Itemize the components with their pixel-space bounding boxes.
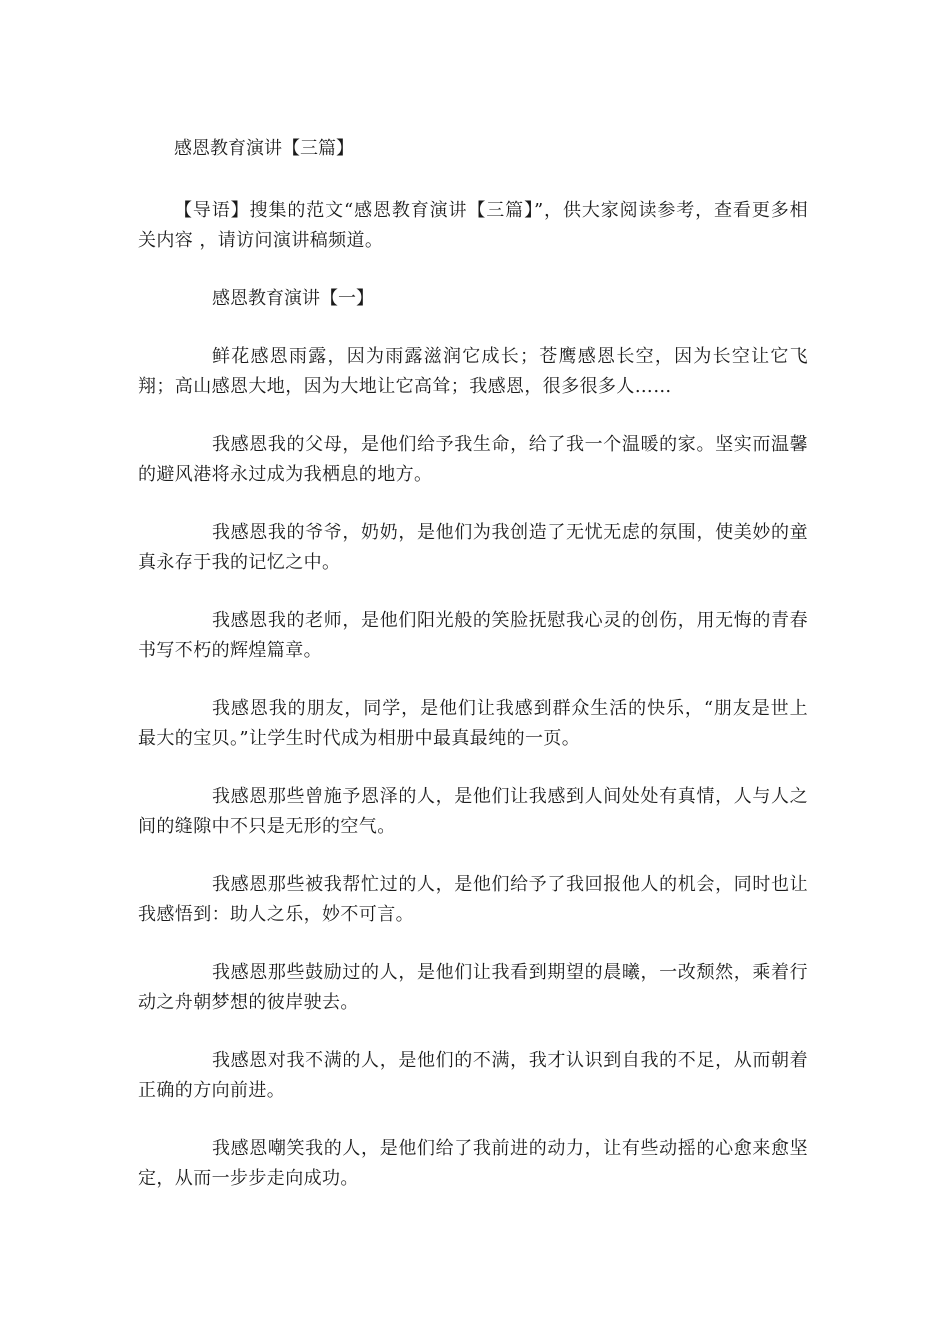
section-heading: 感恩教育演讲【一】: [212, 288, 374, 309]
body-paragraph: 鲜花感恩雨露，因为雨露滋润它成长；苍鹰感恩长空，因为长空让它飞翔；高山感恩大地，因为大地让它高耸；我感恩，很多很多人……: [138, 346, 808, 397]
document-content: [138, 134, 808, 1222]
body-paragraph: 我感恩嘲笑我的人，是他们给了我前进的动力，让有些动摇的心愈来愈坚定，从而一步步走向成功。: [138, 1138, 808, 1189]
document-title: 感恩教育演讲【三篇】: [174, 138, 354, 159]
body-paragraph: 我感恩那些曾施予恩泽的人，是他们让我感到人间处处有真情，人与人之间的缝隙中不只是无形的空气。: [138, 786, 808, 837]
body-paragraph: 我感恩那些鼓励过的人，是他们让我看到期望的晨曦，一改颓然，乘着行动之舟朝梦想的彼岸驶去。: [138, 962, 808, 1013]
body-paragraph: 我感恩我的朋友，同学，是他们让我感到群众生活的快乐，“朋友是世上最大的宝贝。”让学生时代成为相册中最真最纯的一页。: [138, 698, 808, 749]
body-paragraph: 我感恩对我不满的人，是他们的不满，我才认识到自我的不足，从而朝着正确的方向前进。: [138, 1050, 808, 1101]
body-paragraph: 我感恩我的爷爷，奶奶，是他们为我创造了无忧无虑的氛围，使美妙的童真永存于我的记忆之中。: [138, 522, 808, 573]
body-paragraph: 我感恩我的父母，是他们给予我生命，给了我一个温暖的家。坚实而温馨的避风港将永过成为我栖息的地方。: [138, 434, 808, 485]
lead-paragraph: 【导语】搜集的范文“感恩教育演讲【三篇】”，供大家阅读参考，查看更多相关内容 ，请访问演讲稿频道。: [138, 200, 808, 251]
body-paragraph: 我感恩我的老师，是他们阳光般的笑脸抚慰我心灵的创伤，用无悔的青春书写不朽的辉煌篇章。: [138, 610, 808, 661]
body-paragraph: 我感恩那些被我帮忙过的人，是他们给予了我回报他人的机会，同时也让我感悟到：助人之乐，妙不可言。: [138, 874, 808, 925]
